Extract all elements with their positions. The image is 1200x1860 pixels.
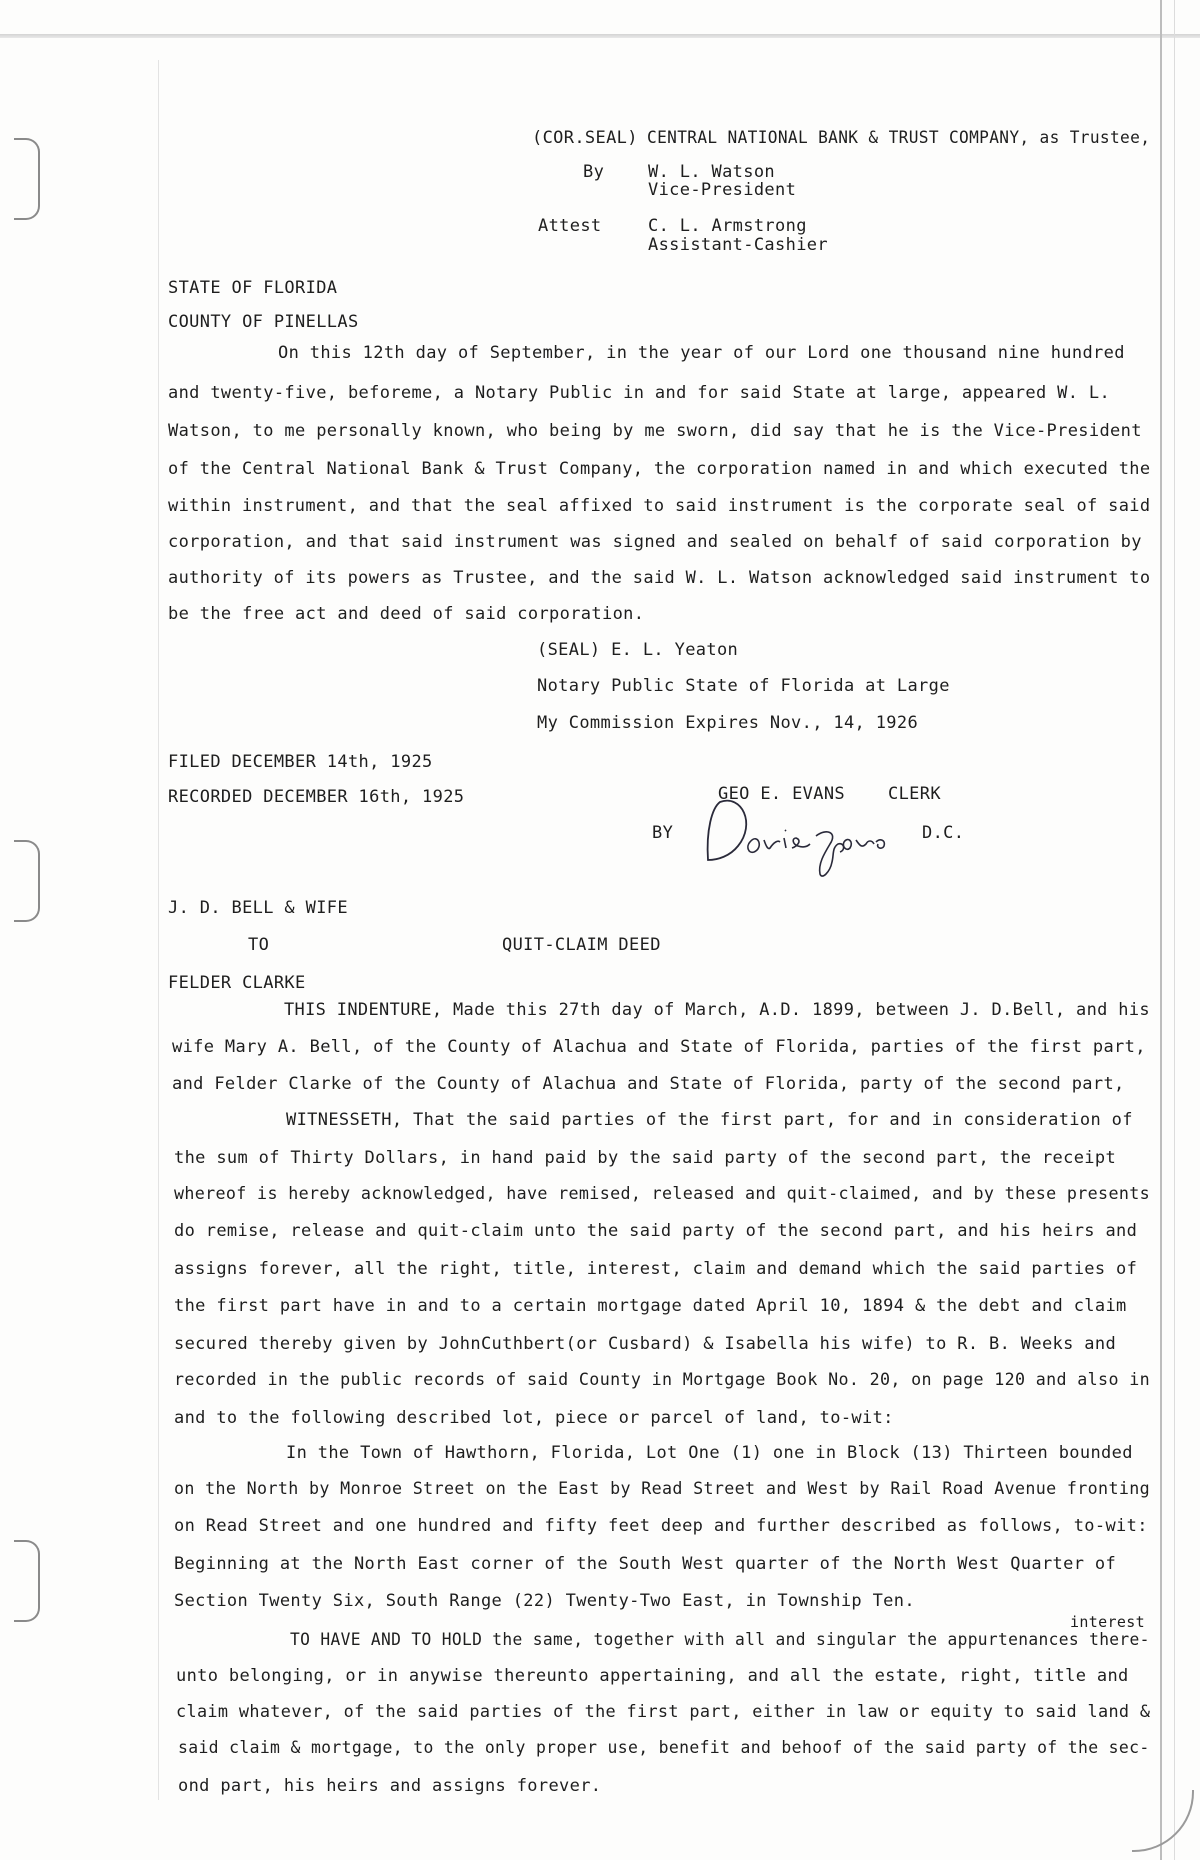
page-top-edge (0, 34, 1200, 38)
deed-body-line: Section Twenty Six, South Range (22) Twenty-Two East, in Township Ten. (174, 1591, 915, 1611)
deed-body-line: recorded in the public records of said County in Mortgage Book No. 20, on page 120 and also in (174, 1370, 1150, 1390)
acknowledgment-line: within instrument, and that the seal affixed to said instrument is the corporate seal of said (168, 496, 1151, 516)
acknowledgment-line: authority of its powers as Trustee, and the said W. L. Watson acknowledged said instrument to (168, 568, 1151, 588)
recorded-date: RECORDED DECEMBER 16th, 1925 (168, 787, 465, 807)
deputy-by-label: BY (652, 823, 674, 843)
deed-body-line: on the North by Monroe Street on the East by Read Street and West by Rail Road Avenue fronting (174, 1479, 1150, 1499)
deed-to-label: TO (248, 935, 270, 955)
filed-date: FILED DECEMBER 14th, 1925 (168, 752, 433, 772)
acknowledgment-line: Watson, to me personally known, who being by me sworn, did say that he is the Vice-President (168, 421, 1142, 441)
page-right-edge (1160, 0, 1162, 1860)
deed-grantee: FELDER CLARKE (168, 973, 306, 993)
deed-body-line: ond part, his heirs and assigns forever. (178, 1776, 602, 1796)
deed-body-line: In the Town of Hawthorn, Florida, Lot One (1) one in Block (13) Thirteen bounded (286, 1443, 1133, 1463)
company-name: CENTRAL NATIONAL BANK & TRUST COMPANY, as Trustee, (647, 128, 1151, 148)
signer-name: W. L. Watson (648, 162, 776, 182)
attest-title: Assistant-Cashier (648, 235, 828, 255)
deed-body-line: TO HAVE AND TO HOLD the same, together with all and singular the appurtenances there- (290, 1630, 1150, 1650)
by-label: By (583, 162, 605, 182)
binder-hole-middle (14, 840, 40, 922)
deed-body-line: said claim & mortgage, to the only proper use, benefit and behoof of the said party of the sec- (178, 1738, 1150, 1758)
binder-hole-bottom (14, 1540, 40, 1622)
attest-label: Attest (538, 216, 602, 236)
attest-name: C. L. Armstrong (648, 216, 807, 236)
deed-body-line: and Felder Clarke of the County of Alachua and State of Florida, party of the second part, (172, 1074, 1125, 1094)
deed-body-line: wife Mary A. Bell, of the County of Alachua and State of Florida, parties of the first part, (172, 1037, 1146, 1057)
acknowledgment-line: On this 12th day of September, in the year of our Lord one thousand nine hundred (278, 343, 1125, 363)
notary-seal-name: (SEAL) E. L. Yeaton (537, 640, 739, 660)
corporate-seal-label: (COR.SEAL) (532, 128, 638, 148)
signer-title: Vice-President (648, 180, 797, 200)
page-curled-corner (1132, 1790, 1194, 1852)
acknowledgment-line: corporation, and that said instrument was signed and sealed on behalf of said corporation by (168, 532, 1142, 552)
clerk-title: CLERK (888, 784, 941, 804)
binder-hole-top (14, 138, 40, 220)
acknowledgment-line: and twenty-five, beforeme, a Notary Public in and for said State at large, appeared W. L. (168, 383, 1111, 403)
deed-body-line: whereof is hereby acknowledged, have remised, released and quit-claimed, and by these presents (174, 1184, 1150, 1204)
venue-state: STATE OF FLORIDA (168, 278, 338, 298)
deed-body-line: claim whatever, of the said parties of the first part, either in law or equity to said land & (176, 1702, 1151, 1722)
deed-body-line: Beginning at the North East corner of the South West quarter of the North West Quarter of (174, 1554, 1117, 1574)
deed-body-line: the first part have in and to a certain mortgage dated April 10, 1894 & the debt and claim (174, 1296, 1127, 1316)
deed-body-line: WITNESSETH, That the said parties of the first part, for and in consideration of (286, 1110, 1133, 1130)
deed-body-line: and to the following described lot, piece or parcel of land, to-wit: (174, 1408, 894, 1428)
acknowledgment-line: be the free act and deed of said corporation. (168, 604, 645, 624)
clerk-name: GEO E. EVANS (718, 784, 846, 804)
left-margin-line (158, 60, 159, 1800)
notary-commission: My Commission Expires Nov., 14, 1926 (537, 713, 919, 733)
deed-interlineation: interest (1070, 1613, 1146, 1631)
deed-body-line: do remise, release and quit-claim unto the said party of the second part, and his heirs and (174, 1221, 1138, 1241)
acknowledgment-line: of the Central National Bank & Trust Company, the corporation named in and which executed the (168, 459, 1151, 479)
deed-body-line: on Read Street and one hundred and fifty feet deep and further described as follows, to-wit: (174, 1516, 1148, 1536)
deed-title: QUIT-CLAIM DEED (502, 935, 661, 955)
deputy-clerk-label: D.C. (922, 823, 965, 843)
deed-grantor: J. D. BELL & WIFE (168, 898, 348, 918)
deputy-clerk-signature (698, 790, 898, 884)
deed-body-line: secured thereby given by JohnCuthbert(or Cusbard) & Isabella his wife) to R. B. Weeks and (174, 1334, 1117, 1354)
notary-title: Notary Public State of Florida at Large (537, 676, 950, 696)
deed-body-line: THIS INDENTURE, Made this 27th day of March, A.D. 1899, between J. D.Bell, and his (284, 1000, 1150, 1020)
deed-body-line: assigns forever, all the right, title, interest, claim and demand which the said parties of (174, 1259, 1138, 1279)
venue-county: COUNTY OF PINELLAS (168, 312, 359, 332)
deed-body-line: unto belonging, or in anywise thereunto appertaining, and all the estate, right, title and (176, 1666, 1129, 1686)
page-right-edge-shadow (1174, 0, 1175, 1860)
deed-body-line: the sum of Thirty Dollars, in hand paid by the said party of the second part, the receipt (174, 1148, 1117, 1168)
